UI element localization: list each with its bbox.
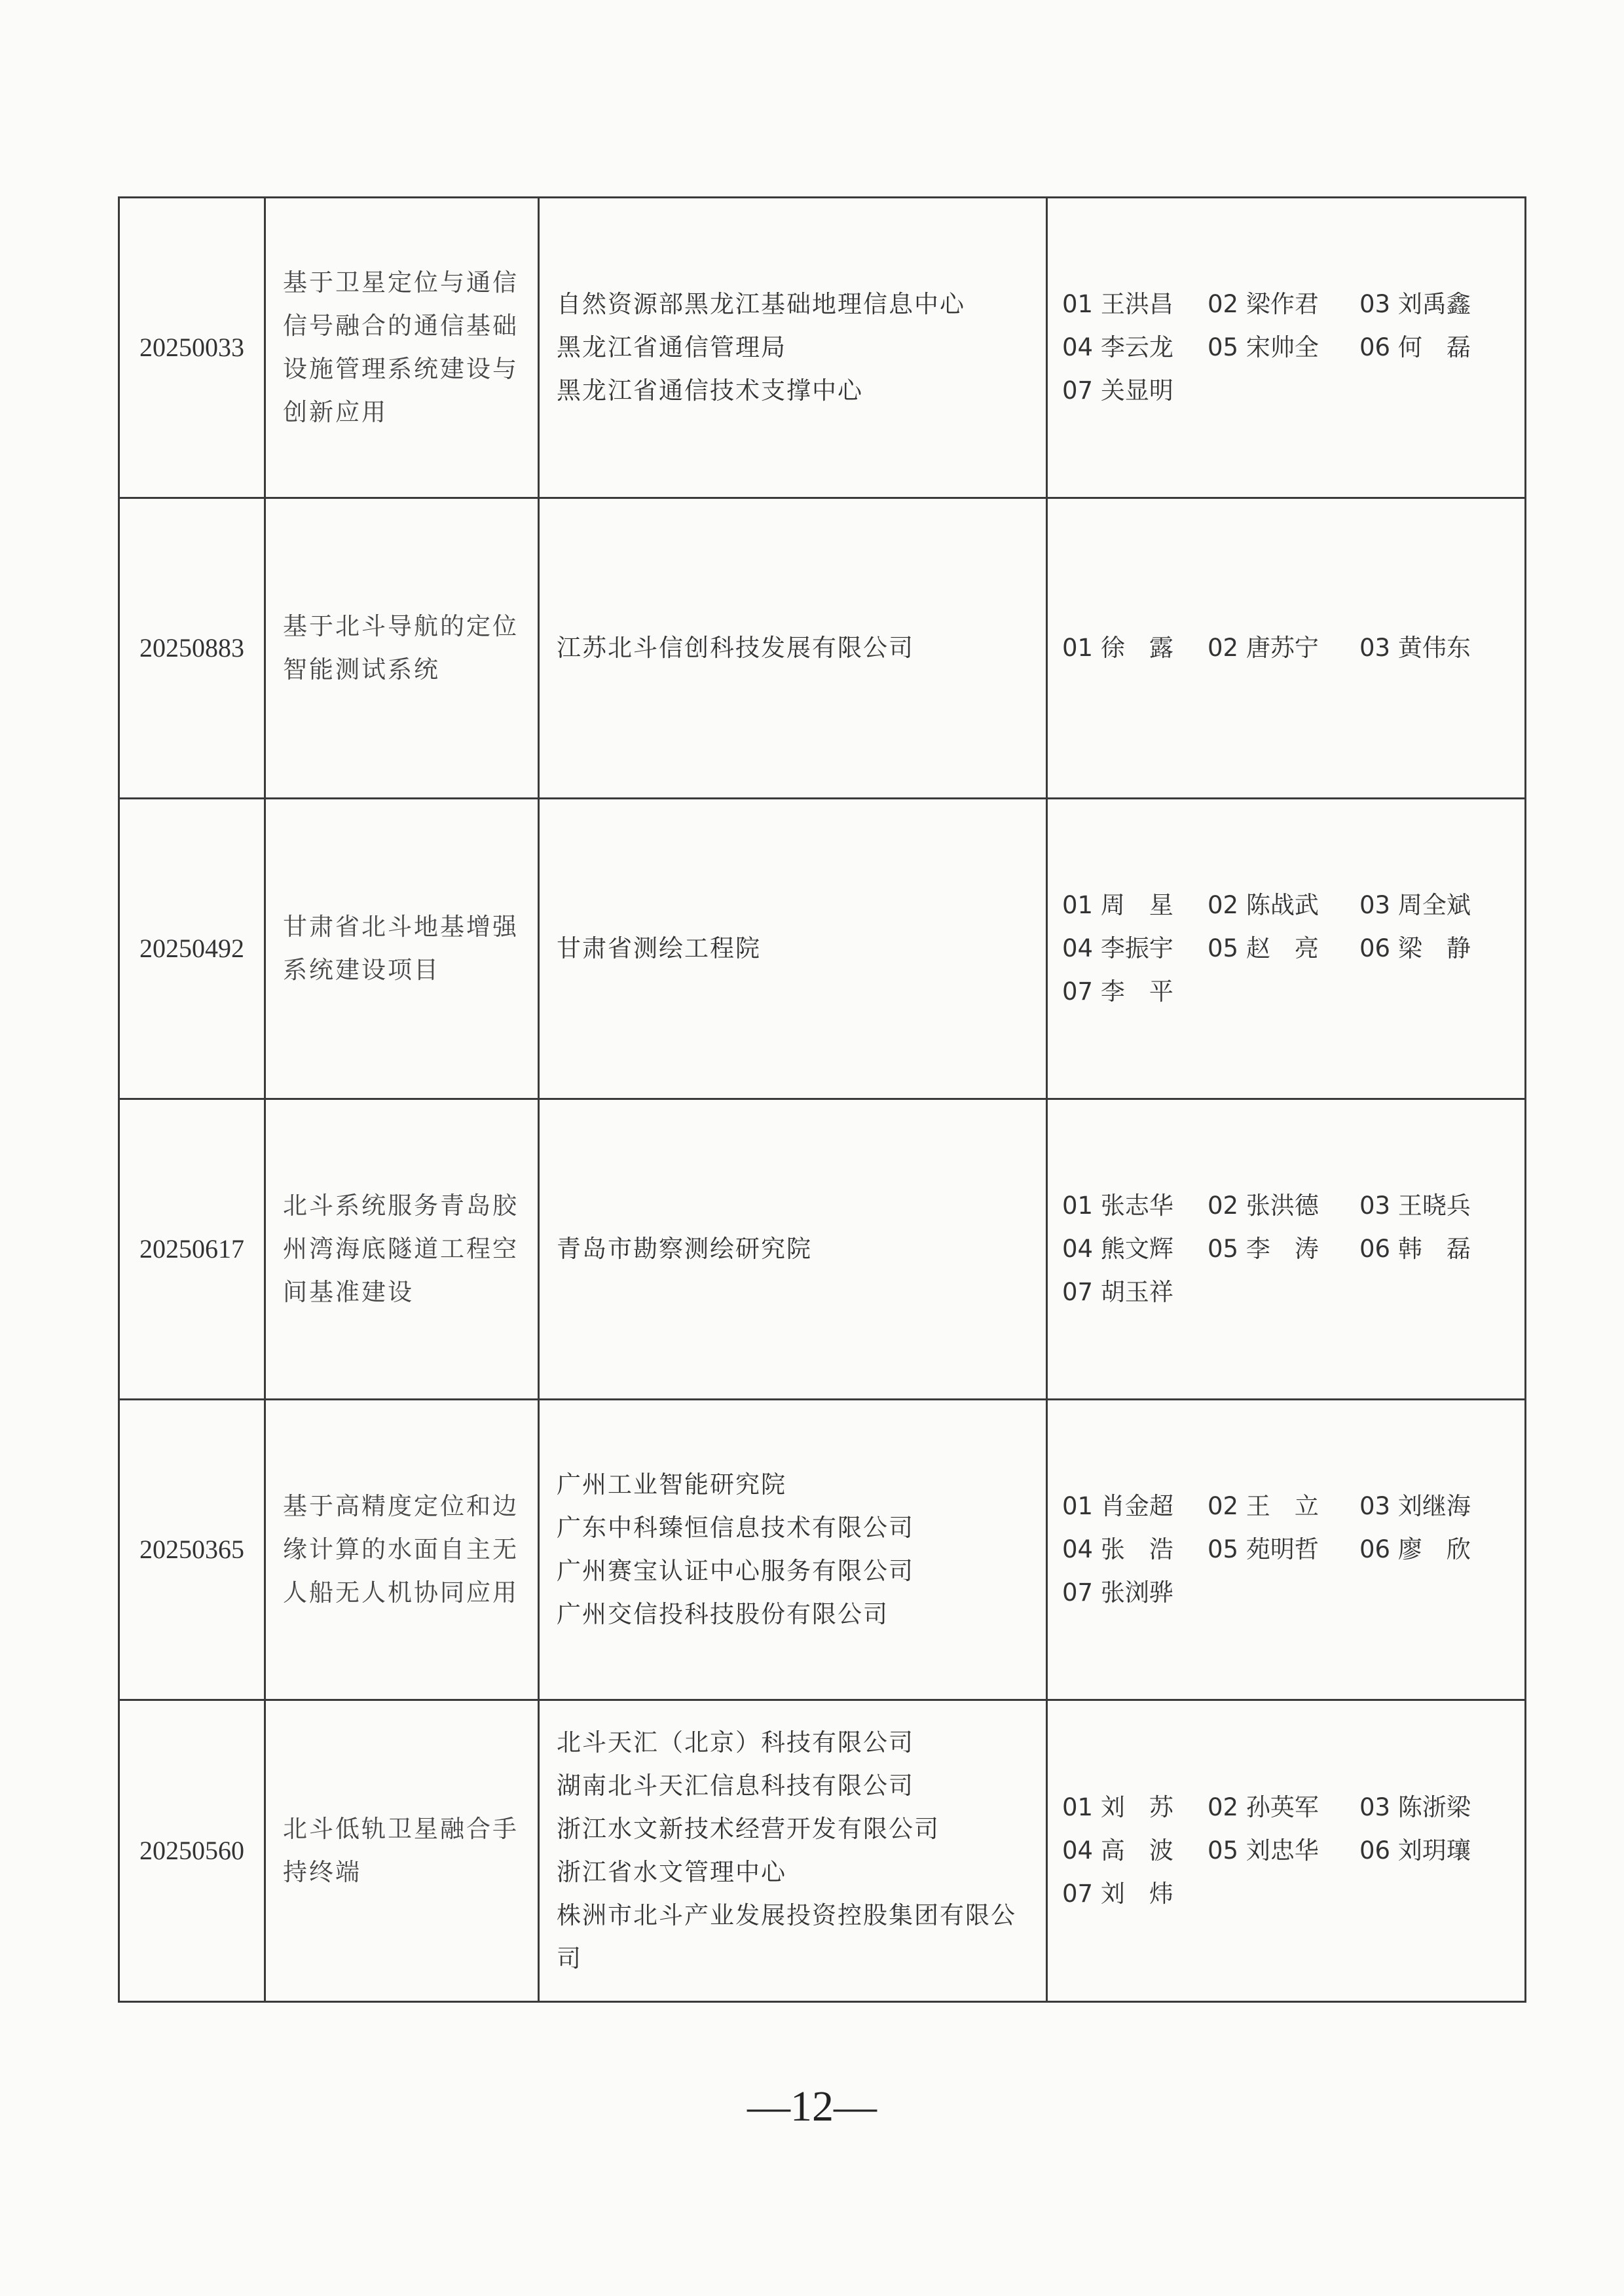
- unit-name: 广州交信投科技股份有限公司: [557, 1600, 889, 1628]
- person: 03 黄伟东: [1359, 634, 1471, 662]
- table-row: [119, 198, 1526, 498]
- table-row: [119, 1400, 1526, 1700]
- table-row: [119, 1099, 1526, 1400]
- person: 05 刘忠华: [1208, 1836, 1319, 1865]
- people-cell: [1047, 1099, 1526, 1400]
- person: 02 王 立: [1208, 1492, 1319, 1520]
- project-title: 基于卫星定位与通信信号融合的通信基础设施管理系统建设与创新应用: [265, 198, 539, 498]
- person: 07 张浏骅: [1062, 1578, 1173, 1607]
- people-cell: [1047, 1700, 1526, 2002]
- unit-name: 湖南北斗天汇信息科技有限公司: [557, 1772, 914, 1800]
- unit-name: 株洲市北斗产业发展投资控股集团有限公司: [557, 1901, 1016, 1973]
- table-row: [119, 799, 1526, 1099]
- unit-name: 广州工业智能研究院: [557, 1470, 786, 1499]
- person: 02 唐苏宁: [1208, 634, 1319, 662]
- person: 04 熊文辉: [1062, 1235, 1173, 1263]
- person: 07 胡玉祥: [1062, 1278, 1173, 1306]
- project-id: 20250883: [119, 498, 265, 799]
- unit-name: 浙江省水文管理中心: [557, 1858, 786, 1886]
- units-cell: [539, 1099, 1047, 1400]
- table-row: [119, 1700, 1526, 2002]
- person: 05 李 涛: [1208, 1235, 1319, 1263]
- unit-name: 黑龙江省通信技术支撑中心: [557, 376, 863, 405]
- person: 03 周全斌: [1359, 891, 1471, 919]
- project-title: 基于高精度定位和边缘计算的水面自主无人船无人机协同应用: [265, 1400, 539, 1700]
- person: 06 梁 静: [1359, 934, 1471, 962]
- people-cell: [1047, 498, 1526, 799]
- project-id: 20250617: [119, 1099, 265, 1400]
- person: 05 宋帅全: [1208, 333, 1319, 361]
- units-cell: [539, 1700, 1047, 2002]
- person: 02 陈战武: [1208, 891, 1319, 919]
- person: 01 张志华: [1062, 1192, 1173, 1220]
- people-cell: [1047, 799, 1526, 1099]
- person: 06 廖 欣: [1359, 1535, 1471, 1563]
- units-cell: [539, 498, 1047, 799]
- person: 07 关显明: [1062, 376, 1173, 405]
- unit-name: 甘肃省测绘工程院: [557, 934, 761, 962]
- people-cell: [1047, 1400, 1526, 1700]
- person: 07 李 平: [1062, 977, 1173, 1006]
- unit-name: 江苏北斗信创科技发展有限公司: [557, 634, 914, 662]
- person: 03 王晓兵: [1359, 1192, 1471, 1220]
- unit-name: 青岛市勘察测绘研究院: [557, 1235, 812, 1263]
- person: 06 刘玥瓖: [1359, 1836, 1471, 1865]
- table-row: [119, 498, 1526, 799]
- unit-name: 广东中科臻恒信息技术有限公司: [557, 1514, 914, 1542]
- unit-name: 自然资源部黑龙江基础地理信息中心: [557, 290, 965, 318]
- project-title: 甘肃省北斗地基增强系统建设项目: [265, 799, 539, 1099]
- unit-name: 黑龙江省通信管理局: [557, 333, 786, 361]
- units-cell: [539, 198, 1047, 498]
- project-id: 20250492: [119, 799, 265, 1099]
- person: 02 孙英军: [1208, 1793, 1319, 1821]
- project-id: 20250560: [119, 1700, 265, 2002]
- person: 02 张洪德: [1208, 1192, 1319, 1220]
- person: 04 李振宇: [1062, 934, 1173, 962]
- unit-name: 浙江水文新技术经营开发有限公司: [557, 1815, 940, 1843]
- units-cell: [539, 1400, 1047, 1700]
- person: 03 刘禹鑫: [1359, 290, 1471, 318]
- person: 01 王洪昌: [1062, 290, 1173, 318]
- project-title: 北斗系统服务青岛胶州湾海底隧道工程空间基准建设: [265, 1099, 539, 1400]
- unit-name: 广州赛宝认证中心服务有限公司: [557, 1557, 914, 1585]
- person: 02 梁作君: [1208, 290, 1319, 318]
- person: 05 赵 亮: [1208, 934, 1319, 962]
- person: 07 刘 炜: [1062, 1880, 1173, 1908]
- person: 06 韩 磊: [1359, 1235, 1471, 1263]
- person: 05 苑明哲: [1208, 1535, 1319, 1563]
- person: 04 张 浩: [1062, 1535, 1173, 1563]
- page-number: —12—: [747, 2083, 877, 2130]
- person: 03 陈浙梁: [1359, 1793, 1471, 1821]
- person: 04 李云龙: [1062, 333, 1173, 361]
- units-cell: [539, 799, 1047, 1099]
- person: 01 刘 苏: [1062, 1793, 1173, 1821]
- person: 01 周 星: [1062, 891, 1173, 919]
- project-id: 20250365: [119, 1400, 265, 1700]
- person: 04 高 波: [1062, 1836, 1173, 1865]
- project-title: 基于北斗导航的定位智能测试系统: [265, 498, 539, 799]
- people-cell: [1047, 198, 1526, 498]
- person: 06 何 磊: [1359, 333, 1471, 361]
- person: 01 肖金超: [1062, 1492, 1173, 1520]
- project-id: 20250033: [119, 198, 265, 498]
- person: 01 徐 露: [1062, 634, 1173, 662]
- unit-name: 北斗天汇（北京）科技有限公司: [557, 1728, 914, 1757]
- project-title: 北斗低轨卫星融合手持终端: [265, 1700, 539, 2002]
- awards-table: [118, 196, 1526, 2003]
- person: 03 刘继海: [1359, 1492, 1471, 1520]
